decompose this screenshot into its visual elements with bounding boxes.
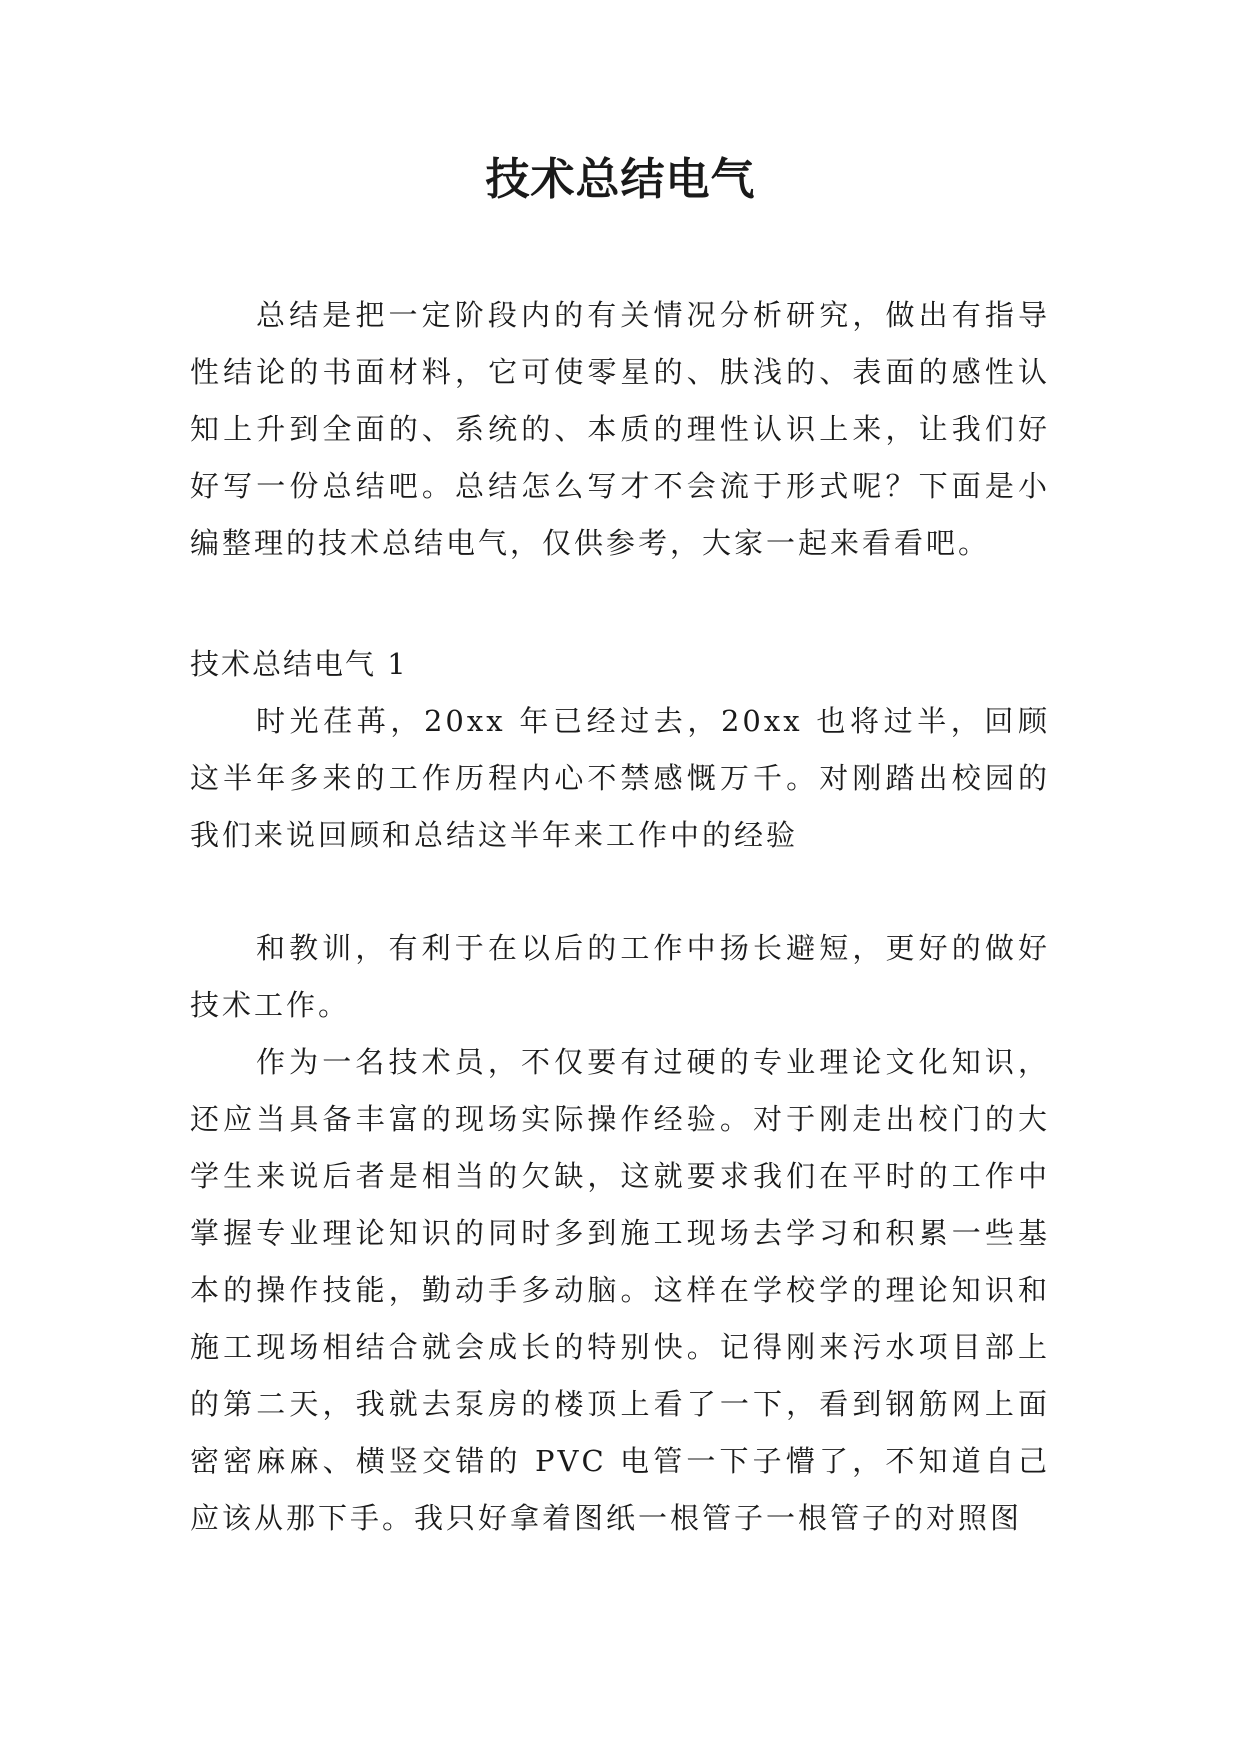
body-paragraph: 和教训，有利于在以后的工作中扬长避短，更好的做好技术工作。 bbox=[190, 931, 1050, 1022]
section-heading: 技术总结电气 1 bbox=[190, 647, 408, 681]
intro-paragraph: 总结是把一定阶段内的有关情况分析研究，做出有指导性结论的书面材料，它可使零星的、肤浅的、表面的感性认知上升到全面的、系统的、本质的理性认识上来，让我们好好写一份总结吧。总结怎么写才不会流于形式呢？下面是小编整理的技术总结电气，仅供参考，大家一起来看看吧。 bbox=[190, 298, 1050, 560]
body-paragraph: 时光荏苒，20xx 年已经过去，20xx 也将过半，回顾这半年多来的工作历程内心不禁感慨万千。对刚踏出校园的我们来说回顾和总结这半年来工作中的经验 bbox=[190, 704, 1050, 852]
document-title: 技术总结电气 bbox=[485, 154, 756, 205]
body-paragraph: 作为一名技术员，不仅要有过硬的专业理论文化知识，还应当具备丰富的现场实际操作经验。对于刚走出校门的大学生来说后者是相当的欠缺，这就要求我们在平时的工作中掌握专业理论知识的同时多到施工现场去学习和积累一些基本的操作技能，勤动手多动脑。这样在学校学的理论知识和施工现场相结合就会成长的特别快。记得刚来污水项目部上的第二天，我就去泵房的楼顶上看了一下，看到钢筋网上面密密麻麻、横竖交错的 PVC 电管一下子懵了，不知道自己应该从那下手。我只好拿着图纸一根管子一根管子的对照图 bbox=[190, 1045, 1050, 1535]
